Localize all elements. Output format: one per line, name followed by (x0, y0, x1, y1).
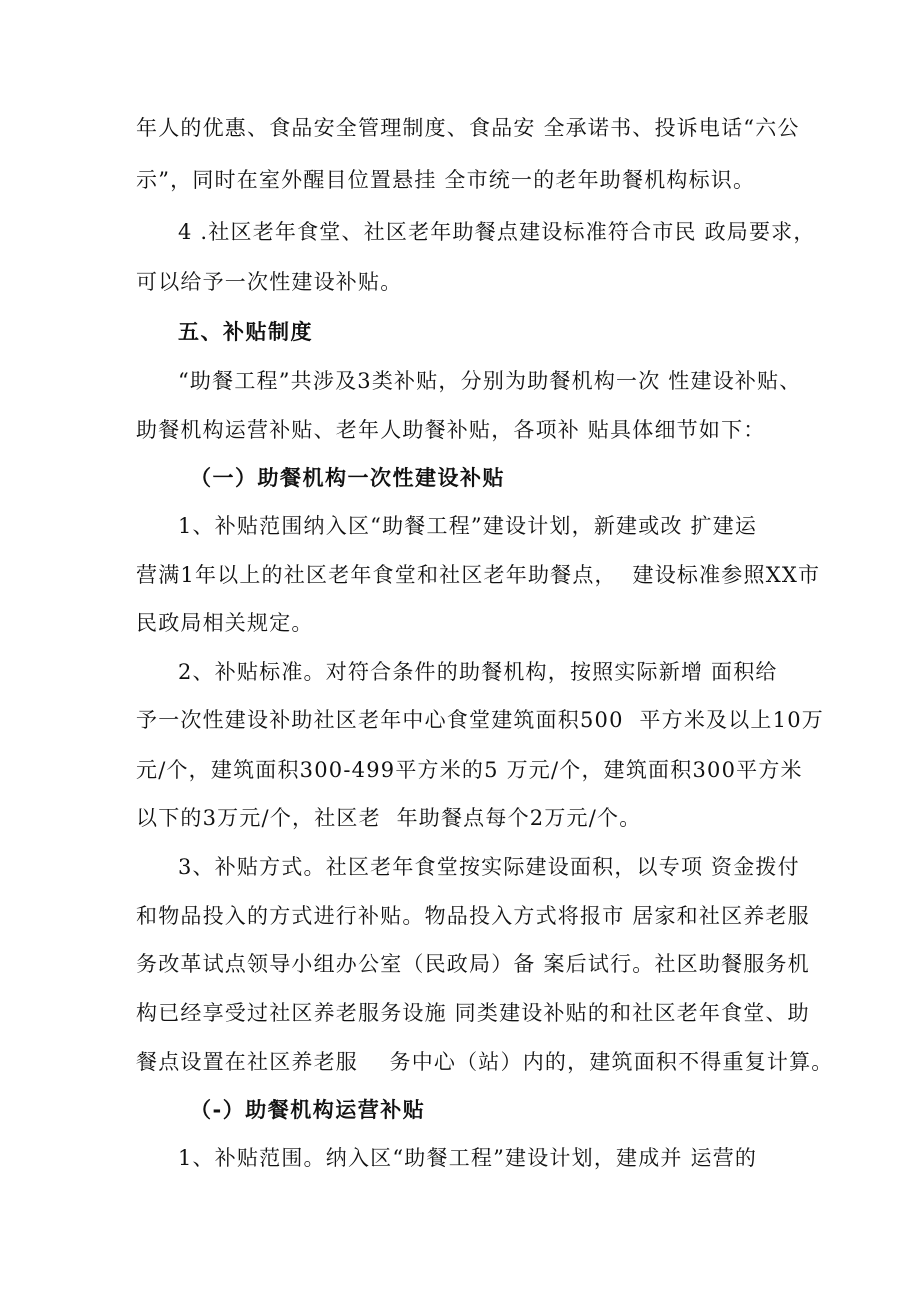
text-line-2: 示”，同时在室外醒目位置悬挂 全市统一的老年助餐机构标识。 (136, 168, 756, 192)
subsection-heading-construction-subsidy: （一）助餐机构一次性建设补贴 (190, 466, 505, 490)
text-line-12: 2、补贴标准。对符合条件的助餐机构，按照实际新增 面积给 (178, 660, 778, 684)
text-line-17: 和物品投入的方式进行补贴。物品投入方式将报市 居家和社区养老服 (136, 904, 810, 928)
text-line-10: 营满1年以上的社区老年食堂和社区老年助餐点， 建设标准参照XX市 (136, 563, 821, 587)
text-line-6: “助餐工程”共涉及3类补贴，分别为助餐机构一次 性建设补贴、 (178, 369, 802, 393)
text-line-19: 构已经享受过社区养老服务设施 同类建设补贴的和社区老年食堂、助 (136, 1001, 810, 1025)
text-line-18: 务改革试点领导小组办公室（民政局）备 案后试行。社区助餐服务机 (136, 952, 810, 976)
text-line-20: 餐点设置在社区养老服 务中心（站）内的，建筑面积不得重复计算。 (136, 1050, 834, 1074)
text-line-1: 年人的优惠、食品安全管理制度、食品安 全承诺书、投诉电话“六公 (136, 116, 800, 140)
text-line-11: 民政局相关规定。 (136, 611, 314, 635)
text-line-22: 1、补贴范围。纳入区“助餐工程”建设计划，建成并 运营的 (178, 1146, 758, 1170)
text-line-15: 以下的3万元/个，社区老 年助餐点每个2万元/个。 (136, 806, 642, 830)
text-line-9: 1、补贴范围纳入区“助餐工程”建设计划，新建或改 扩建运 (178, 514, 758, 538)
text-line-7: 助餐机构运营补贴、老年人助餐补贴，各项补 贴具体细节如下： (136, 418, 766, 442)
section-heading-subsidy-system: 五、补贴制度 (178, 320, 313, 344)
text-line-3: 4 .社区老年食堂、社区老年助餐点建设标准符合市民 政局要求， (178, 220, 816, 244)
text-line-14: 元/个，建筑面积300-499平方米的5 万元/个，建筑面积300平方米 (136, 758, 803, 782)
subsection-heading-operation-subsidy: （-）助餐机构运营补贴 (190, 1098, 426, 1122)
text-line-4: 可以给予一次性建设补贴。 (136, 270, 403, 294)
text-line-13: 予一次性建设补助社区老年中心食堂建筑面积500 平方米及以上10万 (136, 708, 824, 732)
text-line-16: 3、补贴方式。社区老年食堂按实际建设面积，以专项 资金拨付 (178, 855, 800, 879)
